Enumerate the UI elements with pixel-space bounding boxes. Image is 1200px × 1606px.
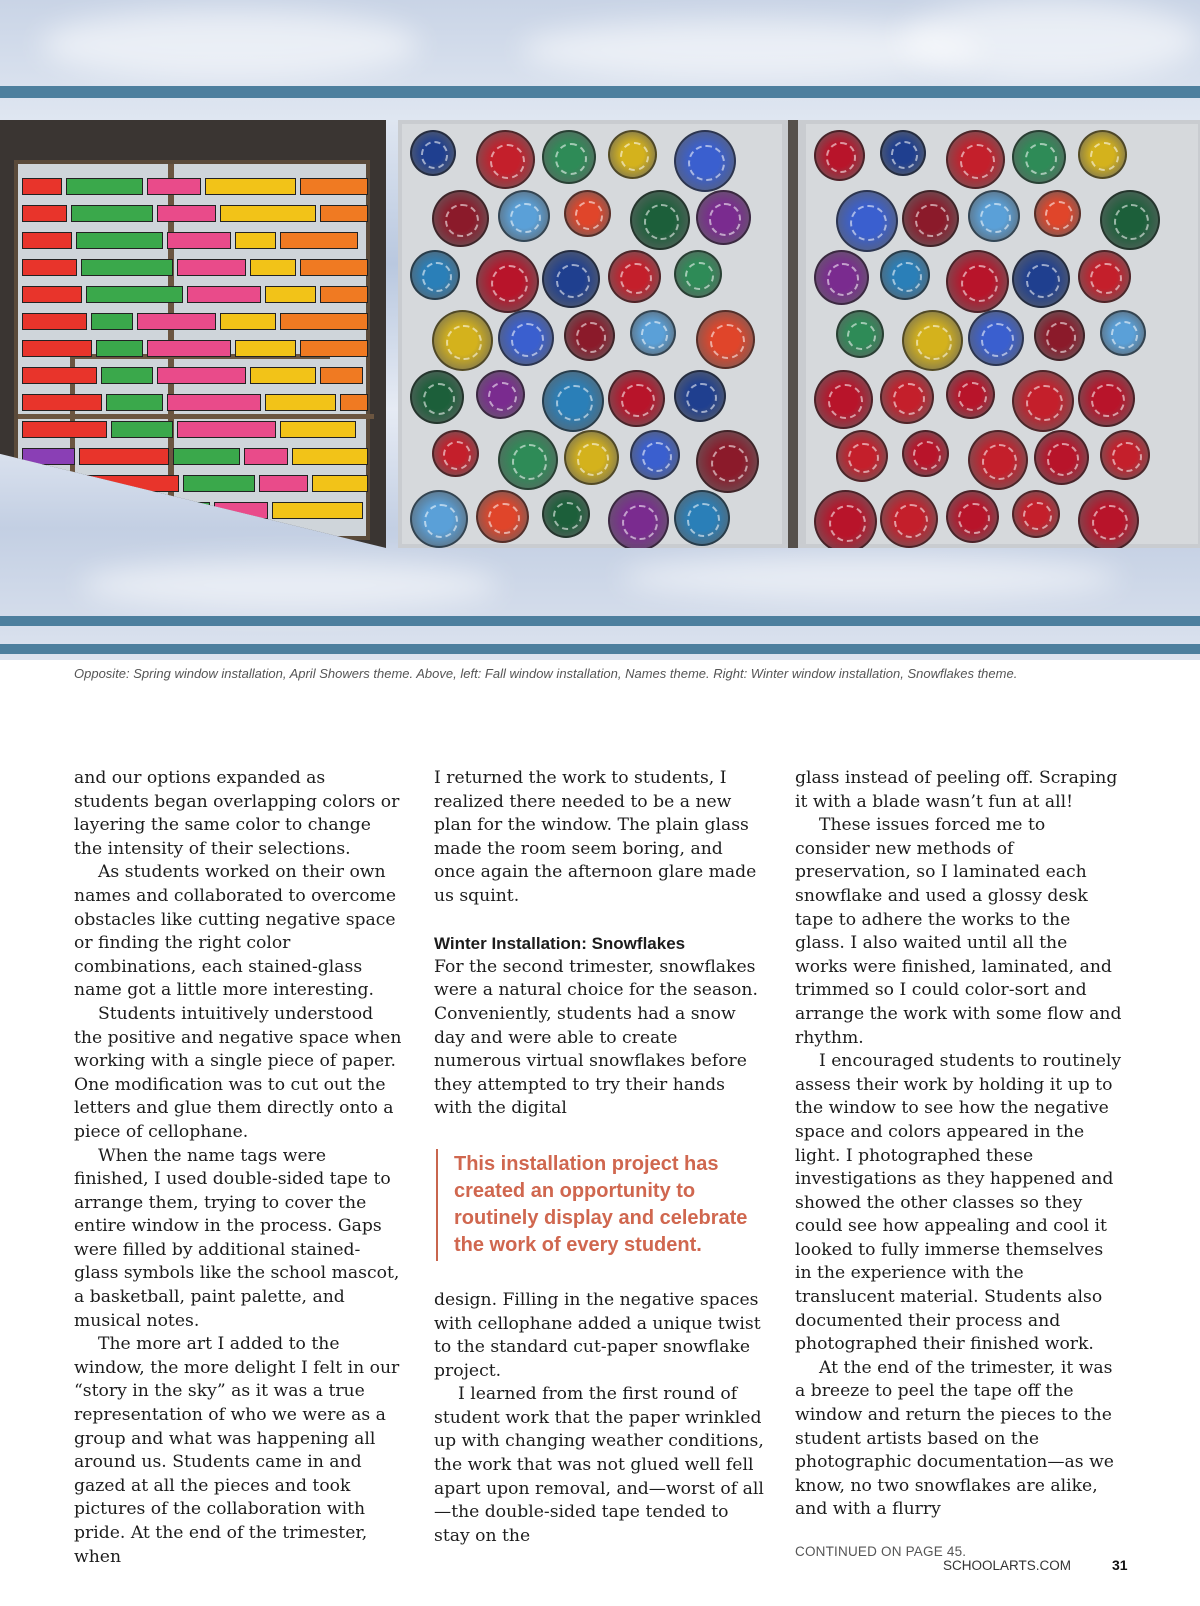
snowflake	[814, 370, 873, 429]
name-strip	[320, 367, 363, 384]
snowflake	[902, 190, 959, 247]
name-strip	[300, 178, 368, 195]
snowflake	[498, 310, 554, 366]
name-strip	[183, 475, 255, 492]
page-number: 31	[1112, 1557, 1128, 1573]
name-strip	[259, 475, 308, 492]
snowflake	[1078, 130, 1127, 179]
snowflake	[814, 490, 877, 548]
snowflake	[880, 490, 938, 548]
name-strip	[300, 340, 368, 357]
snowflake	[902, 310, 963, 371]
photo-caption: Opposite: Spring window installation, April Showers theme. Above, left: Fall window installation, Names theme. Right: Winter window installation, Snowflakes theme.	[74, 666, 1018, 681]
snowflake	[432, 190, 489, 247]
snowflake	[1078, 370, 1135, 427]
name-strip	[71, 205, 153, 222]
snowflake	[1012, 130, 1066, 184]
snowflake	[1100, 310, 1146, 356]
name-strip	[205, 178, 296, 195]
continued-note: CONTINUED ON PAGE 45.	[795, 1544, 967, 1559]
snowflake	[542, 490, 590, 538]
snowflake	[542, 130, 596, 184]
name-strip	[312, 475, 368, 492]
name-strip	[244, 448, 288, 465]
name-strip	[22, 178, 62, 195]
name-strip	[147, 178, 201, 195]
name-strip	[22, 286, 82, 303]
paragraph: The more art I added to the window, the more delight I felt in our “story in the sky” as it was a true representation of who we were as a group and what was happening all around us. Students came in and gazed at all the pieces and took pictures of the collaboration with pride. At the end of the trimester, when	[74, 1334, 400, 1567]
name-strip	[86, 286, 183, 303]
name-strip	[22, 367, 97, 384]
snowflake	[608, 250, 661, 303]
name-strip	[320, 286, 368, 303]
snowflake	[410, 490, 468, 548]
name-strip	[81, 259, 173, 276]
paragraph: At the end of the trimester, it was a breeze to peel the tape off the window and return the pieces to the student artists based on the photographic documentation—as we know, no two snowflakes are alike, and with a flurry	[795, 1357, 1114, 1520]
snowflake	[1034, 310, 1085, 361]
snowflake	[630, 430, 680, 480]
snowflake	[880, 130, 926, 176]
name-strip	[89, 502, 129, 519]
name-strip	[22, 205, 67, 222]
name-strip	[22, 232, 72, 249]
paragraph: and our options expanded as students began overlapping colors or layering the same color to change the intensity of their selections.	[74, 768, 400, 859]
name-strip	[76, 232, 163, 249]
paragraph: These issues forced me to consider new methods of preservation, so I laminated each snowflake and used a glossy desk tape to adhere the works to the glass. I also waited until all the works were finished, laminated, and trimmed so I could color-sort and arrange the work with some flow and rhythm.	[795, 815, 1122, 1048]
name-strip	[111, 421, 173, 438]
name-strip	[220, 313, 276, 330]
name-strip	[280, 421, 356, 438]
paragraph: Students intuitively understood the positive and negative space when working with a single piece of paper. One modification was to cut out the letters and glue them directly onto a piece of cellophane.	[74, 1003, 402, 1142]
name-strip	[84, 475, 179, 492]
name-strip	[22, 421, 107, 438]
snowflake	[476, 250, 539, 313]
name-strip	[340, 394, 368, 411]
name-strip	[292, 448, 368, 465]
snowflake	[608, 370, 665, 427]
name-strip	[235, 232, 276, 249]
snowflake	[1012, 490, 1060, 538]
name-strip	[101, 367, 153, 384]
snowflake	[1078, 490, 1139, 548]
name-strip	[220, 205, 316, 222]
snowflake	[476, 370, 525, 419]
snowflake	[902, 430, 949, 477]
photo-names-window	[0, 120, 386, 548]
snowflake	[608, 130, 657, 179]
name-strip	[167, 232, 231, 249]
name-strip	[265, 286, 316, 303]
name-strip	[22, 259, 77, 276]
name-strip	[250, 259, 296, 276]
snowflake	[498, 190, 550, 242]
snowflake	[1012, 370, 1074, 432]
snowflake	[968, 310, 1024, 366]
snowflake	[696, 310, 755, 369]
snowflake	[836, 310, 884, 358]
snowflake	[674, 130, 736, 192]
paragraph: glass instead of peeling off. Scraping it with a blade wasn’t fun at all!	[795, 768, 1118, 812]
snowflake	[432, 310, 493, 371]
snowflake	[814, 250, 869, 305]
snowflake	[630, 190, 690, 250]
snowflake	[542, 250, 600, 308]
name-strip	[133, 502, 210, 519]
paragraph: I returned the work to students, I realized there needed to be a new plan for the window. The plain glass made the room seem boring, and once again the afternoon glare made us squint.	[434, 768, 757, 906]
hero-photo-band	[0, 0, 1200, 660]
name-strip	[106, 394, 163, 411]
snowflake	[836, 190, 898, 252]
name-strip	[265, 394, 336, 411]
snowflake	[542, 370, 604, 432]
snowflake	[696, 430, 759, 493]
paragraph: I learned from the first round of student work that the paper wrinkled up with changing weather conditions, the work that was not glued well fell apart upon removal, and—worst of all—the double-sided tape tended to stay on the	[434, 1384, 764, 1546]
snowflake	[410, 130, 456, 176]
snowflake	[498, 430, 558, 490]
snowflake	[1078, 250, 1131, 303]
snowflake	[1034, 430, 1089, 485]
top-stripe	[0, 86, 1200, 98]
bottom-stripe-2	[0, 644, 1200, 654]
snowflake	[432, 430, 479, 477]
photo-snowflake-window	[398, 120, 1200, 548]
snowflake	[814, 130, 865, 181]
snowflake	[410, 250, 460, 300]
snowflake	[880, 370, 934, 424]
name-strip	[235, 340, 296, 357]
snowflake	[564, 310, 615, 361]
snowflake	[880, 250, 930, 300]
name-strip	[137, 313, 216, 330]
name-strip	[187, 286, 261, 303]
name-strip	[22, 448, 75, 465]
name-strip	[280, 313, 368, 330]
snowflake	[476, 490, 529, 543]
pull-quote: This installation project has created an opportunity to routinely display and celebrate the work of every student.	[436, 1149, 764, 1261]
names-window-glass	[14, 160, 370, 540]
name-strip	[22, 340, 92, 357]
text-column-2	[434, 767, 764, 1548]
snowflake	[564, 430, 619, 485]
snowflake	[630, 310, 676, 356]
paragraph: When the name tags were finished, I used double-sided tape to arrange them, trying to cover the entire window in the process. Gaps were filled by additional stained-glass symbols like the school mascot, a basketball, paint palette, and musical notes.	[74, 1145, 400, 1331]
paragraph: I encouraged students to routinely assess their work by holding it up to the window to see how the negative space and colors appeared in the light. I photographed these investigations as they happened and showed the other classes so they could see how appealing and cool it looked to fully immerse themselves in the experience with the translucent material. Students also documented their process and photographed their finished work.	[795, 1051, 1122, 1355]
snowflake	[836, 430, 888, 482]
snowflake	[476, 130, 535, 189]
name-strip	[22, 394, 102, 411]
name-strip	[177, 421, 276, 438]
snowflake	[564, 190, 611, 237]
paragraph: As students worked on their own names and collaborated to overcome obstacles like cutting negative space or finding the right color combinations, each stained-glass name got a little more interesting.	[74, 862, 397, 1001]
bottom-stripe	[0, 616, 1200, 626]
name-strip	[177, 259, 246, 276]
snowflake	[1100, 190, 1160, 250]
snowflake	[674, 490, 730, 546]
text-column-1	[74, 767, 404, 1569]
name-strip	[250, 367, 316, 384]
snowflake	[946, 370, 995, 419]
snowflake	[1034, 190, 1081, 237]
name-strip	[320, 205, 368, 222]
name-strip	[66, 178, 143, 195]
name-strip	[79, 448, 169, 465]
name-strip	[157, 205, 216, 222]
name-strip	[173, 448, 240, 465]
snowflake	[674, 370, 726, 422]
snowflake	[946, 250, 1009, 313]
name-strip	[167, 394, 261, 411]
snowflake	[946, 130, 1005, 189]
footer-website: SCHOOLARTS.COM	[943, 1558, 1072, 1573]
name-strip	[22, 475, 80, 492]
name-strip	[96, 340, 143, 357]
snowflake	[968, 430, 1028, 490]
paragraph: design. Filling in the negative spaces with cellophane added a unique twist to the standard cut-paper snowflake project.	[434, 1289, 761, 1381]
name-strip	[157, 367, 246, 384]
snowflake	[1012, 250, 1070, 308]
section-heading: Winter Installation: Snowflakes	[434, 934, 686, 954]
snowflake	[696, 190, 751, 245]
name-strip	[300, 259, 368, 276]
name-strip	[91, 313, 133, 330]
name-strip	[280, 232, 358, 249]
text-column-3	[795, 767, 1125, 1564]
window-frame-divider	[788, 120, 798, 548]
snowflake	[608, 490, 669, 548]
name-strip	[272, 502, 363, 519]
snowflake	[674, 250, 722, 298]
name-strip	[22, 502, 85, 519]
paragraph: For the second trimester, snowflakes were a natural choice for the season. Conveniently, students had a snow day and were able to create numerous virtual snowflakes before they attempted to try their hands with the digital	[434, 956, 758, 1119]
snowflake	[1100, 430, 1150, 480]
snowflake	[410, 370, 464, 424]
snowflake	[968, 190, 1020, 242]
snowflake	[946, 490, 999, 543]
name-strip	[147, 340, 231, 357]
name-strip	[214, 502, 268, 519]
name-strip	[22, 313, 87, 330]
